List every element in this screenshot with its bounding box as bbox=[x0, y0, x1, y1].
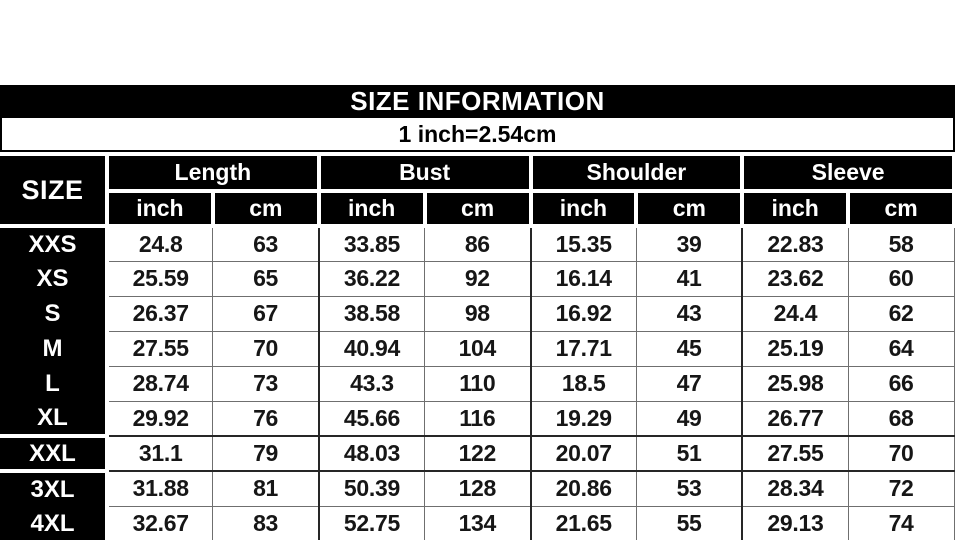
table-row bbox=[0, 506, 954, 540]
title-bar bbox=[0, 85, 955, 118]
value-cell: 50.39 bbox=[319, 471, 425, 506]
value-cell: 36.22 bbox=[319, 261, 425, 296]
value-cell: 73 bbox=[213, 366, 319, 401]
value-cell: 92 bbox=[425, 261, 531, 296]
value-cell: 23.62 bbox=[742, 261, 848, 296]
value-cell: 39 bbox=[636, 226, 742, 261]
value-cell: 26.37 bbox=[107, 296, 213, 331]
group-header-shoulder: Shoulder bbox=[531, 154, 743, 191]
value-cell: 29.13 bbox=[742, 506, 848, 540]
unit-header-length-inch: inch bbox=[107, 191, 213, 226]
value-cell: 32.67 bbox=[107, 506, 213, 540]
conversion-note-text: 1 inch=2.54cm bbox=[398, 120, 557, 147]
value-cell: 134 bbox=[425, 506, 531, 540]
corner-header: SIZE bbox=[0, 154, 107, 226]
value-cell: 41 bbox=[636, 261, 742, 296]
value-cell: 122 bbox=[425, 436, 531, 471]
table-header bbox=[0, 154, 954, 226]
value-cell: 28.34 bbox=[742, 471, 848, 506]
value-cell: 64 bbox=[848, 331, 954, 366]
value-cell: 76 bbox=[213, 401, 319, 436]
table-row bbox=[0, 401, 954, 436]
value-cell: 98 bbox=[425, 296, 531, 331]
unit-header-bust-inch: inch bbox=[319, 191, 425, 226]
unit-header-row bbox=[0, 191, 954, 226]
value-cell: 43.3 bbox=[319, 366, 425, 401]
value-cell: 53 bbox=[636, 471, 742, 506]
table-row bbox=[0, 226, 954, 261]
value-cell: 60 bbox=[848, 261, 954, 296]
value-cell: 31.88 bbox=[107, 471, 213, 506]
value-cell: 72 bbox=[848, 471, 954, 506]
value-cell: 27.55 bbox=[742, 436, 848, 471]
value-cell: 28.74 bbox=[107, 366, 213, 401]
table-row bbox=[0, 261, 954, 296]
page-title: SIZE INFORMATION bbox=[350, 86, 605, 116]
table-row bbox=[0, 296, 954, 331]
value-cell: 47 bbox=[636, 366, 742, 401]
value-cell: 116 bbox=[425, 401, 531, 436]
value-cell: 45 bbox=[636, 331, 742, 366]
size-label: L bbox=[0, 366, 107, 401]
value-cell: 81 bbox=[213, 471, 319, 506]
value-cell: 128 bbox=[425, 471, 531, 506]
value-cell: 25.59 bbox=[107, 261, 213, 296]
value-cell: 45.66 bbox=[319, 401, 425, 436]
value-cell: 16.14 bbox=[531, 261, 637, 296]
value-cell: 17.71 bbox=[531, 331, 637, 366]
value-cell: 20.07 bbox=[531, 436, 637, 471]
value-cell: 49 bbox=[636, 401, 742, 436]
table-row bbox=[0, 366, 954, 401]
value-cell: 25.98 bbox=[742, 366, 848, 401]
group-header-bust: Bust bbox=[319, 154, 531, 191]
value-cell: 55 bbox=[636, 506, 742, 540]
value-cell: 70 bbox=[848, 436, 954, 471]
unit-header-sleeve-inch: inch bbox=[742, 191, 848, 226]
value-cell: 18.5 bbox=[531, 366, 637, 401]
size-label: XXL bbox=[0, 436, 107, 471]
unit-header-sleeve-cm: cm bbox=[848, 191, 954, 226]
value-cell: 19.29 bbox=[531, 401, 637, 436]
value-cell: 15.35 bbox=[531, 226, 637, 261]
value-cell: 26.77 bbox=[742, 401, 848, 436]
value-cell: 40.94 bbox=[319, 331, 425, 366]
value-cell: 38.58 bbox=[319, 296, 425, 331]
value-cell: 51 bbox=[636, 436, 742, 471]
value-cell: 68 bbox=[848, 401, 954, 436]
value-cell: 24.8 bbox=[107, 226, 213, 261]
value-cell: 48.03 bbox=[319, 436, 425, 471]
value-cell: 110 bbox=[425, 366, 531, 401]
value-cell: 31.1 bbox=[107, 436, 213, 471]
value-cell: 29.92 bbox=[107, 401, 213, 436]
size-label: XL bbox=[0, 401, 107, 436]
unit-header-shoulder-cm: cm bbox=[636, 191, 742, 226]
group-header-sleeve: Sleeve bbox=[742, 154, 954, 191]
group-header-row bbox=[0, 154, 954, 191]
group-header-length: Length bbox=[107, 154, 319, 191]
value-cell: 62 bbox=[848, 296, 954, 331]
unit-header-shoulder-inch: inch bbox=[531, 191, 637, 226]
value-cell: 21.65 bbox=[531, 506, 637, 540]
value-cell: 43 bbox=[636, 296, 742, 331]
size-label: S bbox=[0, 296, 107, 331]
size-label: XS bbox=[0, 261, 107, 296]
value-cell: 25.19 bbox=[742, 331, 848, 366]
size-label: 3XL bbox=[0, 471, 107, 506]
unit-header-length-cm: cm bbox=[213, 191, 319, 226]
size-label: XXS bbox=[0, 226, 107, 261]
value-cell: 86 bbox=[425, 226, 531, 261]
unit-header-bust-cm: cm bbox=[425, 191, 531, 226]
value-cell: 58 bbox=[848, 226, 954, 261]
value-cell: 67 bbox=[213, 296, 319, 331]
value-cell: 74 bbox=[848, 506, 954, 540]
value-cell: 52.75 bbox=[319, 506, 425, 540]
value-cell: 104 bbox=[425, 331, 531, 366]
value-cell: 79 bbox=[213, 436, 319, 471]
value-cell: 22.83 bbox=[742, 226, 848, 261]
table-row bbox=[0, 471, 954, 506]
value-cell: 70 bbox=[213, 331, 319, 366]
table-row bbox=[0, 331, 954, 366]
value-cell: 16.92 bbox=[531, 296, 637, 331]
value-cell: 63 bbox=[213, 226, 319, 261]
value-cell: 83 bbox=[213, 506, 319, 540]
conversion-note bbox=[0, 118, 955, 152]
value-cell: 65 bbox=[213, 261, 319, 296]
size-label: 4XL bbox=[0, 506, 107, 540]
size-table bbox=[0, 152, 956, 540]
size-table-body bbox=[0, 226, 954, 540]
value-cell: 20.86 bbox=[531, 471, 637, 506]
value-cell: 24.4 bbox=[742, 296, 848, 331]
size-label: M bbox=[0, 331, 107, 366]
value-cell: 66 bbox=[848, 366, 954, 401]
table-row bbox=[0, 436, 954, 471]
value-cell: 33.85 bbox=[319, 226, 425, 261]
value-cell: 27.55 bbox=[107, 331, 213, 366]
